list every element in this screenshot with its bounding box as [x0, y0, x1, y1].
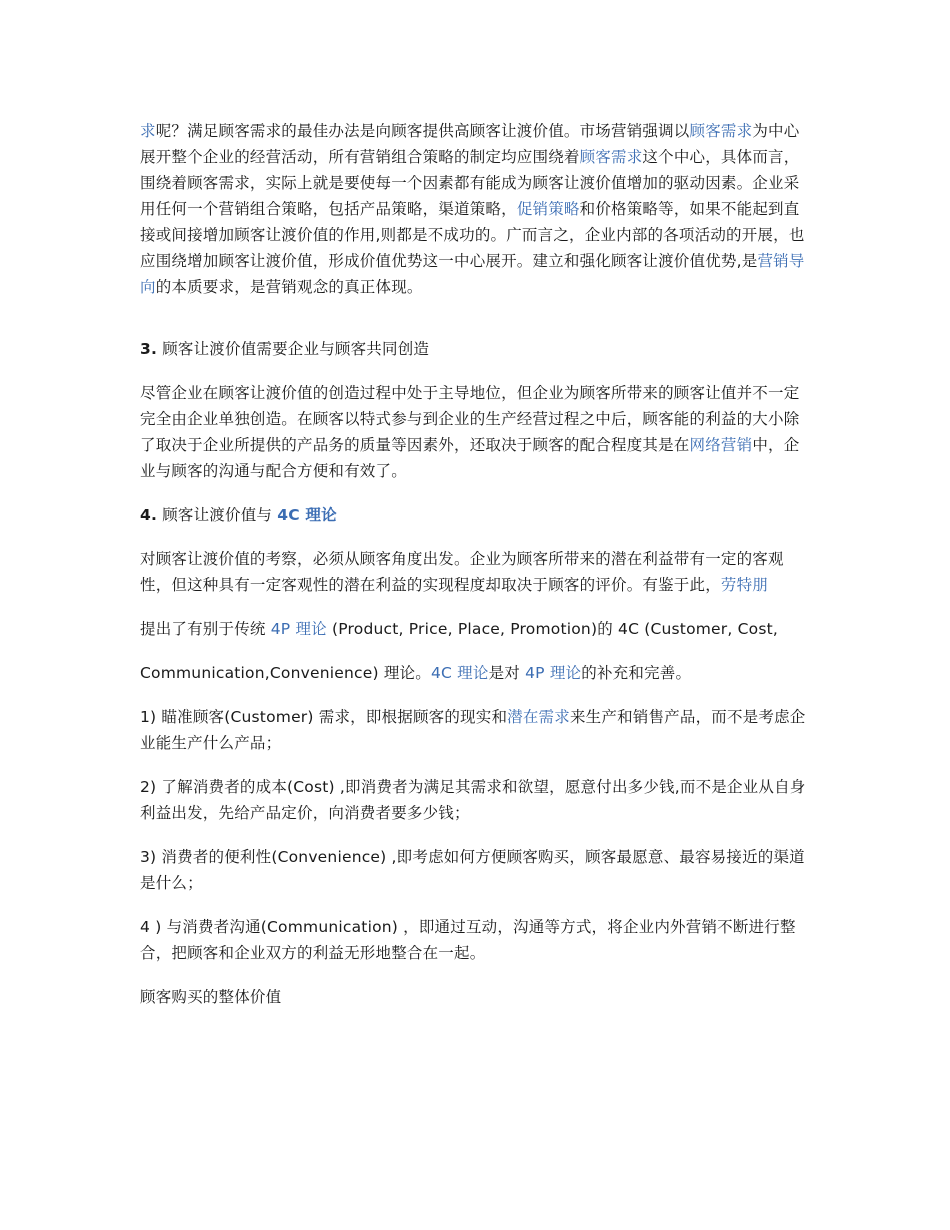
text-span: Communication,Convenience) 理论。 — [140, 664, 431, 682]
document-page — [140, 118, 812, 1010]
text-span: 的补充和完善。 — [581, 664, 692, 682]
text-span: 是对 — [488, 664, 526, 682]
link-4c-theory-heading[interactable]: 4C 理论 — [277, 506, 337, 524]
text-span: 和价格策略等，如果不能起到直接或间接增加顾客让渡价值的作用,则都是不成功的。广而言之，企业内部的各项活动的开展，也应围绕增加顾客让渡价值，形成价值优势这一中心展开。建立和强化顾客让渡价值优势,是 — [140, 200, 805, 270]
link-4p-theory[interactable]: 4P 理论 — [270, 620, 327, 638]
link-4c-theory[interactable]: 4C 理论 — [430, 664, 489, 682]
list-item-communication: 4 ) 与消费者沟通(Communication) ，即通过互动，沟通等方式，将企业内外营销不断进行整合，把顾客和企业双方的利益无形地整合在一起。 — [140, 918, 796, 962]
heading-section-3 — [140, 336, 812, 362]
paragraph-4c-complement — [140, 660, 812, 686]
link-lauterborn[interactable]: 劳特朋 — [720, 576, 769, 594]
text-span: 为中心展开整个企业的经营活动，所有营销组合策略的制定均应围绕着 — [140, 122, 800, 166]
text-span: 来生产和销售产品，而不是考虑企业能生产什么产品； — [140, 708, 806, 752]
link-customer-demand[interactable]: 顾客需求 — [689, 122, 753, 140]
text-span: 的本质要求，是营销观念的真正体现。 — [155, 278, 423, 296]
link-customer-demand-fragment[interactable]: 求 — [140, 122, 156, 140]
link-promotion-strategy[interactable]: 促销策略 — [516, 200, 580, 218]
link-marketing-orientation[interactable]: 营销导向 — [140, 252, 805, 296]
heading-section-4 — [140, 502, 812, 528]
text-span: 对顾客让渡价值的考察，必须从顾客角度出发。企业为顾客所带来的潜在利益带有一定的客观性，但这种具有一定客观性的潜在利益的实现程度却取决于顾客的评价。有鉴于此， — [140, 550, 784, 594]
list-item-cost: 2) 了解消费者的成本(Cost) ,即消费者为满足其需求和欲望，愿意付出多少钱,而不是企业从自身利益出发，先给产品定价，向消费者要多少钱； — [140, 778, 806, 822]
list-item-customer — [140, 704, 812, 756]
text-span: 这个中心，具体而言，围绕着顾客需求，实际上就是要使每一个因素都有能成为顾客让渡价值增加的驱动因素。企业采用任何一个营销组合策略，包括产品策略，渠道策略， — [140, 148, 800, 218]
link-4p-theory-2[interactable]: 4P 理论 — [525, 664, 582, 682]
list-item-convenience: 3) 消费者的便利性(Convenience) ,即考虑如何方便顾客购买，顾客最愿意、最容易接近的渠道是什么； — [140, 848, 805, 892]
heading-text: 顾客让渡价值需要企业与顾客共同创造 — [157, 340, 430, 358]
paragraph-customer-value-focus — [140, 118, 812, 300]
text-span: 尽管企业在顾客让渡价值的创造过程中处于主导地位，但企业为顾客所带来的顾客让值并不一定完全由企业单独创造。在顾客以特式参与到企业的生产经营过程之中后，顾客能的利益的大小除了取决于企业所提供的产品务的质量等因素外，还取决于顾客的配合程度其是在 — [140, 384, 800, 454]
heading-text: 顾客让渡价值与 — [157, 506, 278, 524]
paragraph-4c-intro — [140, 616, 812, 642]
paragraph-co-creation — [140, 380, 812, 484]
heading-number: 3. — [140, 340, 158, 358]
paragraph-customer-perspective — [140, 546, 812, 598]
link-customer-demand-2[interactable]: 顾客需求 — [579, 148, 643, 166]
heading-number: 4. — [140, 506, 158, 524]
text-span: 提出了有别于传统 — [140, 620, 271, 638]
text-span: 1) 瞄准顾客(Customer) 需求，即根据顾客的现实和 — [140, 708, 508, 726]
text-span: (Product, Price, Place, Promotion)的 4C (Customer, Cost, — [326, 620, 779, 638]
paragraph-overall-value: 顾客购买的整体价值 — [140, 988, 282, 1006]
link-latent-demand[interactable]: 潜在需求 — [507, 708, 570, 726]
text-span: 中，企业与顾客的沟通与配合方便和有效了。 — [140, 436, 800, 480]
text-span: 呢？满足顾客需求的最佳办法是向顾客提供高顾客让渡价值。市场营销强调以 — [155, 122, 690, 140]
link-network-marketing[interactable]: 网络营销 — [689, 436, 753, 454]
